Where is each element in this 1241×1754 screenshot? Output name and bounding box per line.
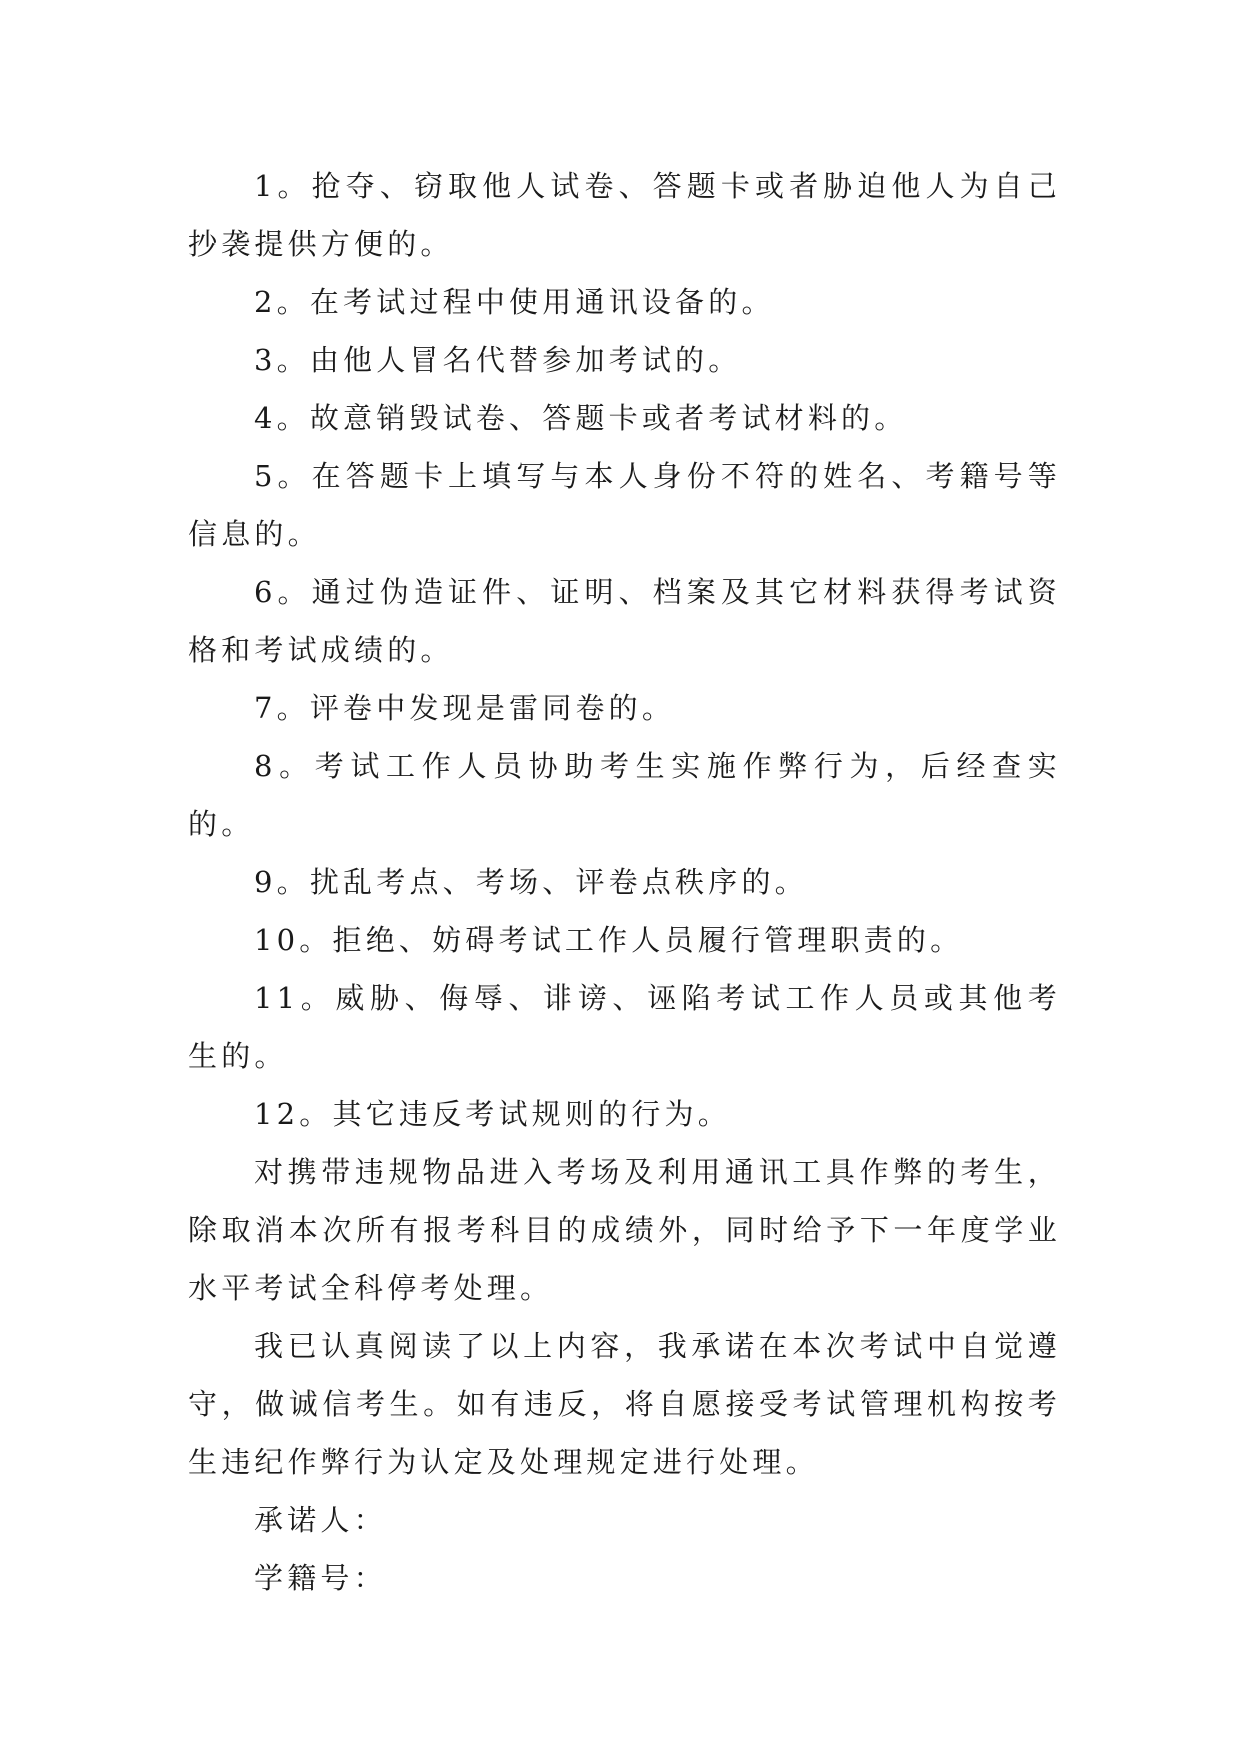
commitment-paragraph: 我已认真阅读了以上内容，我承诺在本次考试中自觉遵守，做诚信考生。如有违反，将自愿接受考试管理机构按考生违纪作弊行为认定及处理规定进行处理。 bbox=[188, 1329, 1061, 1479]
list-item: 2。在考试过程中使用通讯设备的。 bbox=[254, 285, 775, 319]
list-item: 1。抢夺、窃取他人试卷、答题卡或者胁迫他人为自己抄袭提供方便的。 bbox=[188, 169, 1061, 261]
list-item: 7。评卷中发现是雷同卷的。 bbox=[254, 691, 676, 725]
list-item: 4。故意销毁试卷、答题卡或者考试材料的。 bbox=[254, 401, 908, 435]
list-item: 12。其它违反考试规则的行为。 bbox=[254, 1097, 731, 1131]
list-item: 10。拒绝、妨碍考试工作人员履行管理职责的。 bbox=[254, 923, 964, 957]
list-item: 8。考试工作人员协助考生实施作弊行为，后经查实的。 bbox=[188, 749, 1061, 841]
list-item: 9。扰乱考点、考场、评卷点秩序的。 bbox=[254, 865, 808, 899]
list-item: 3。由他人冒名代替参加考试的。 bbox=[254, 343, 742, 377]
document-body bbox=[188, 157, 1061, 1607]
list-item: 5。在答题卡上填写与本人身份不符的姓名、考籍号等信息的。 bbox=[188, 459, 1061, 551]
penalty-paragraph: 对携带违规物品进入考场及利用通讯工具作弊的考生，除取消本次所有报考科目的成绩外，同时给予下一年度学业水平考试全科停考处理。 bbox=[188, 1155, 1061, 1305]
list-item: 11。威胁、侮辱、诽谤、诬陷考试工作人员或其他考生的。 bbox=[188, 981, 1061, 1073]
signatory-label: 承诺人： bbox=[254, 1503, 387, 1537]
list-item: 6。通过伪造证件、证明、档案及其它材料获得考试资格和考试成绩的。 bbox=[188, 575, 1061, 667]
student-id-label: 学籍号： bbox=[254, 1561, 387, 1595]
